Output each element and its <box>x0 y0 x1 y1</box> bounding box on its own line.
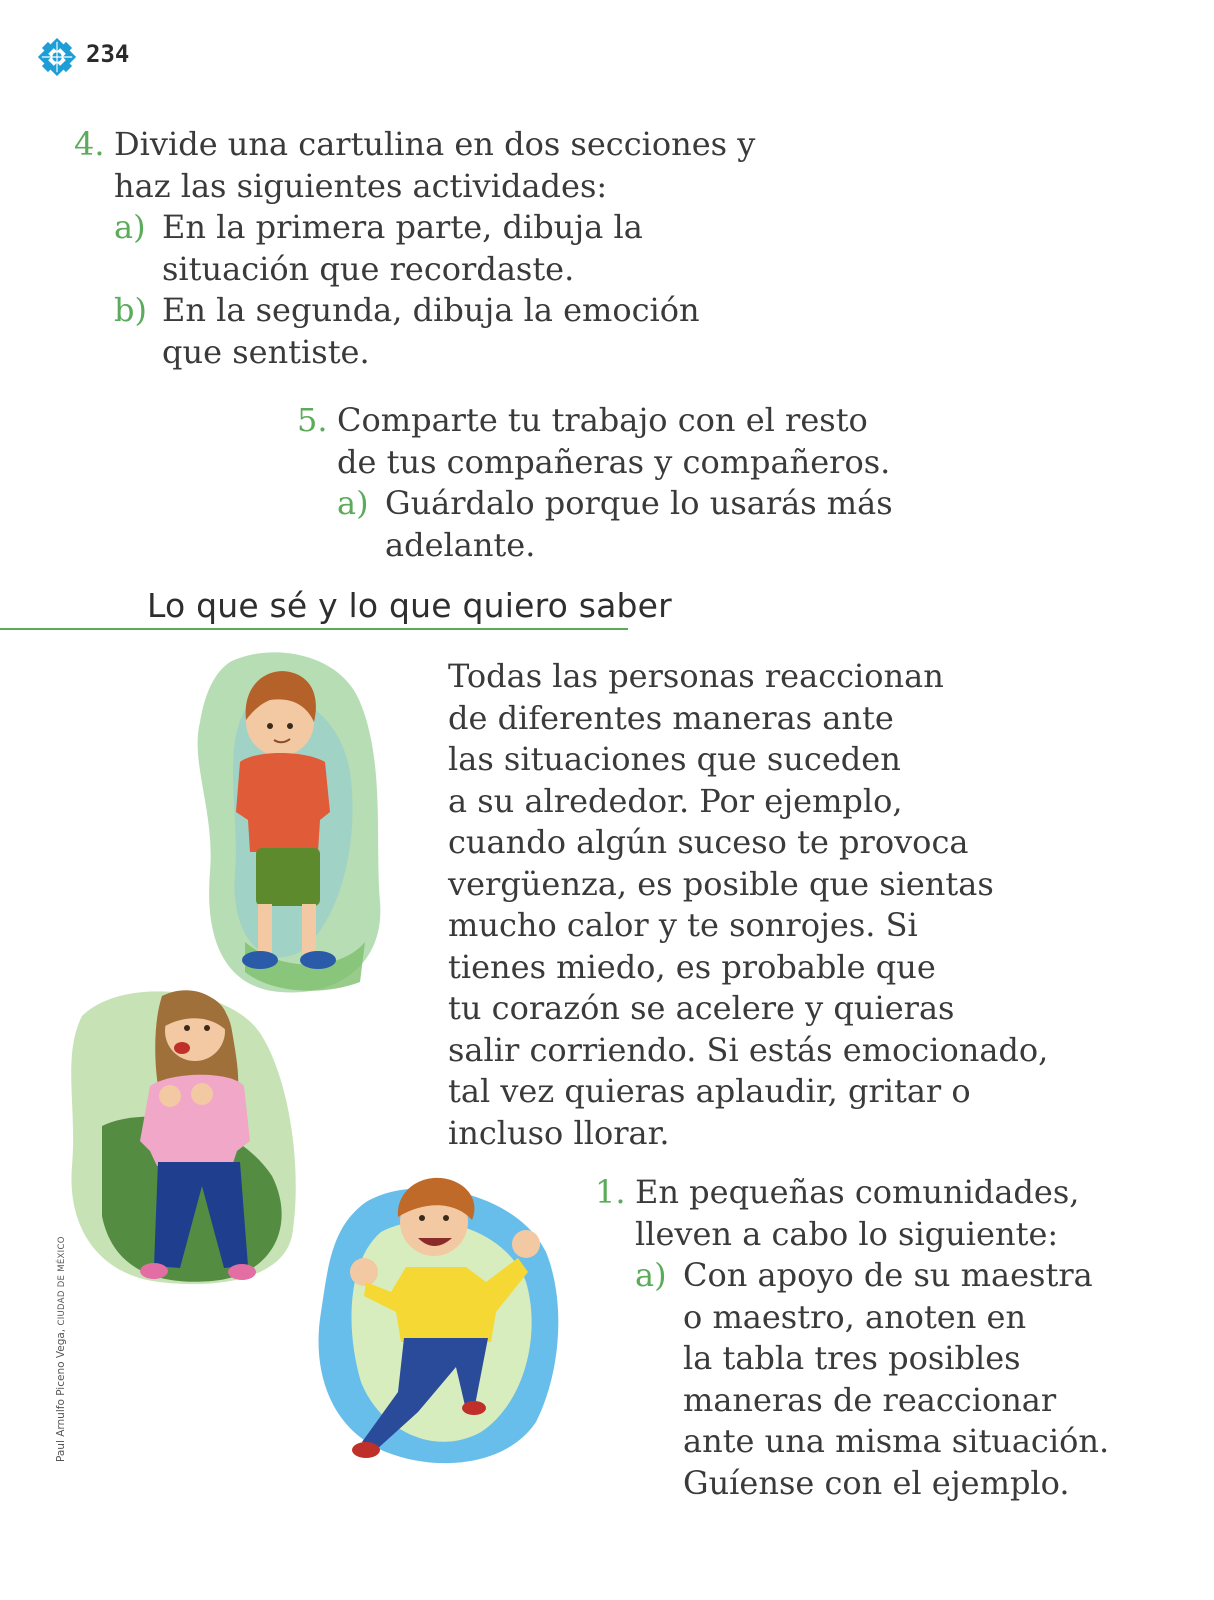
paragraph-line: tal vez quieras aplaudir, gritar o <box>448 1072 971 1110</box>
excited-boy-illustration <box>306 1172 564 1472</box>
sub-item-text-line: ante una misma situación. <box>683 1422 1110 1460</box>
sub-item-label: b) <box>114 291 147 329</box>
item-number: 5. <box>297 401 328 439</box>
sub-item-text-line: o maestro, anoten en <box>683 1297 1027 1336</box>
item-text-line: de tus compañeras y compañeros. <box>337 442 891 481</box>
shy-boy-illustration <box>190 642 390 1000</box>
page-number: 234 <box>86 40 130 68</box>
credit-author: Paul Arnulfo Piceno Vega, <box>55 1328 67 1462</box>
item-text-line: haz las siguientes actividades: <box>114 166 608 205</box>
item-text-line: Comparte tu trabajo con el resto <box>337 401 868 439</box>
activity-item-5 <box>297 400 893 566</box>
paragraph-line: mucho calor y te sonrojes. Si <box>448 906 918 944</box>
paragraph-line: a su alrededor. Por ejemplo, <box>448 781 903 820</box>
paragraph-line: las situaciones que suceden <box>448 740 901 778</box>
section-heading: Lo que sé y lo que quiero saber <box>147 586 672 625</box>
sub-item-label: a) <box>114 208 146 246</box>
snowflake-logo-icon <box>38 38 76 76</box>
sub-item-text-line: Guíense con el ejemplo. <box>683 1463 1070 1502</box>
sub-item-text-line: En la primera parte, dibuja la <box>162 208 643 246</box>
paragraph-line: de diferentes maneras ante <box>448 698 894 737</box>
paragraph-line: vergüenza, es posible que sientas <box>448 864 994 903</box>
heading-underline <box>0 628 628 630</box>
item-number: 4. <box>74 125 105 163</box>
sub-item-text-line: adelante. <box>385 525 536 564</box>
sub-item-text-line: situación que recordaste. <box>162 249 575 288</box>
sub-item-text-line: maneras de reaccionar <box>683 1380 1057 1419</box>
item-text-line: En pequeñas comunidades, <box>635 1173 1080 1211</box>
scared-girl-illustration <box>62 976 306 1290</box>
illustration-credit <box>55 1236 67 1462</box>
credit-place: CIUDAD DE MÉXICO <box>57 1236 67 1326</box>
paragraph-line: salir corriendo. Si estás emocionado, <box>448 1030 1049 1069</box>
item-text-line: lleven a cabo lo siguiente: <box>635 1214 1059 1253</box>
paragraph-line: tienes miedo, es probable que <box>448 947 936 986</box>
intro-paragraph <box>448 656 1048 1154</box>
paragraph-line: Todas las personas reaccionan <box>448 657 944 695</box>
activity-item-1 <box>595 1172 1110 1504</box>
item-number: 1. <box>595 1173 626 1211</box>
paragraph-line: cuando algún suceso te provoca <box>448 823 969 861</box>
paragraph-line: incluso llorar. <box>448 1113 670 1152</box>
paragraph-line: tu corazón se acelere y quieras <box>448 989 955 1027</box>
sub-item-label: a) <box>337 484 369 522</box>
sub-item-label: a) <box>635 1256 667 1294</box>
sub-item-text-line: que sentiste. <box>162 332 370 371</box>
sub-item-text-line: En la segunda, dibuja la emoción <box>162 291 700 329</box>
sub-item-text-line: la tabla tres posibles <box>683 1339 1021 1377</box>
sub-item-text-line: Guárdalo porque lo usarás más <box>385 484 893 522</box>
activity-item-4 <box>74 124 756 373</box>
sub-item-text-line: Con apoyo de su maestra <box>683 1256 1093 1294</box>
item-text-line: Divide una cartulina en dos secciones y <box>114 125 756 163</box>
